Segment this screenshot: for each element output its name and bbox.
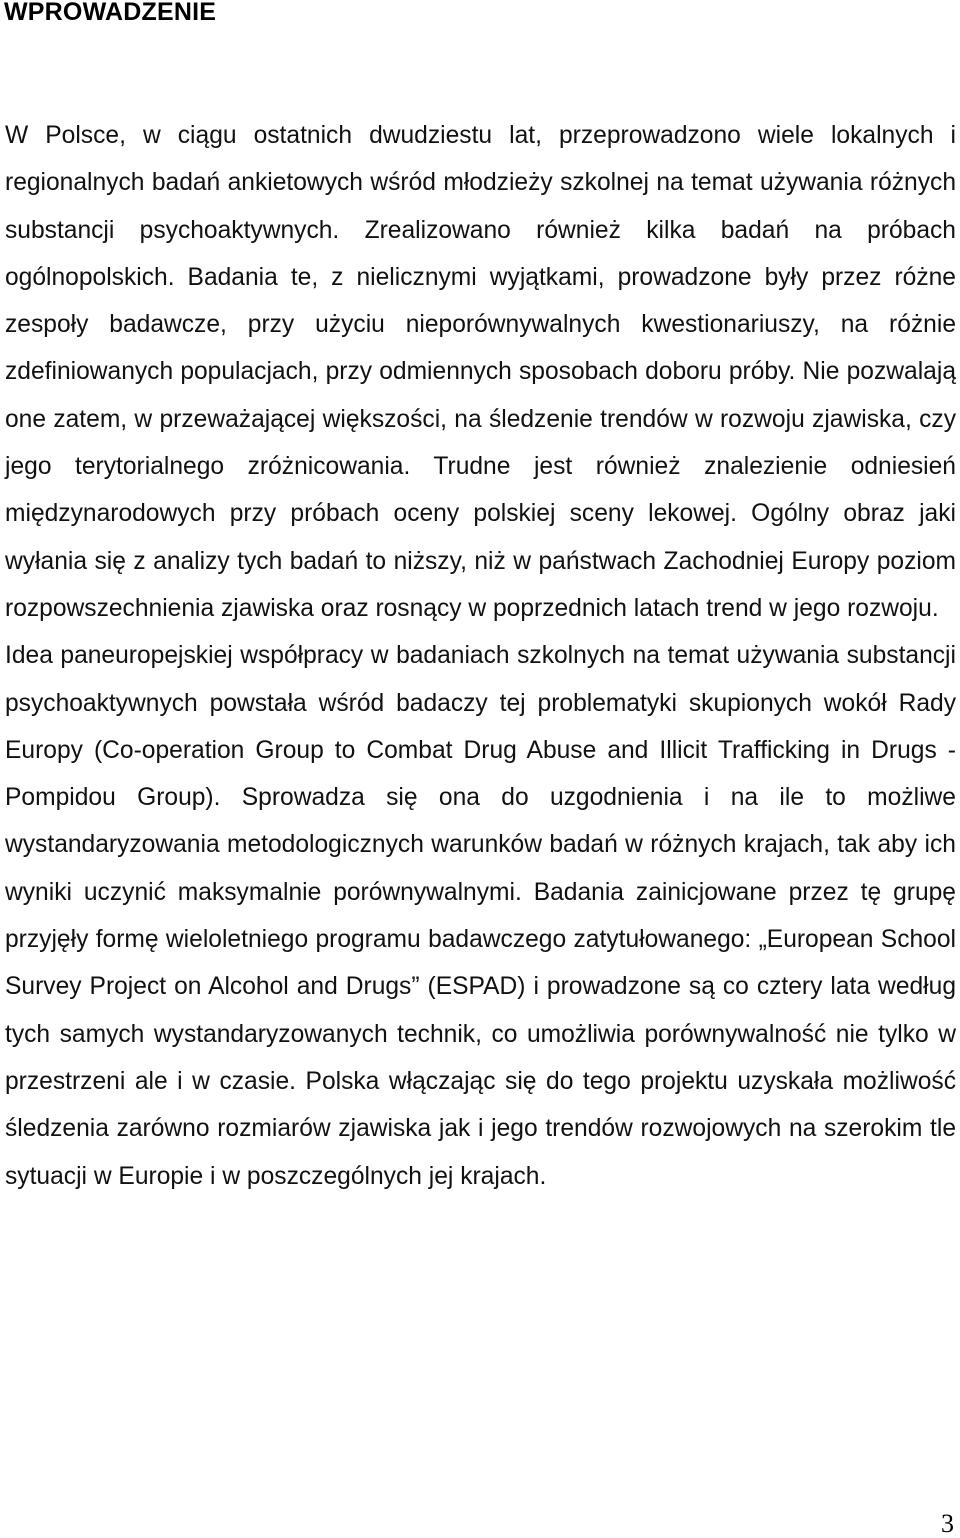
paragraph-1: W Polsce, w ciągu ostatnich dwudziestu lat, przeprowadzono wiele lokalnych i regionalnych badań ankietowych wśród młodzieży szkolnej na temat używania różnych substancji psychoaktywnych. Zrealizowano również kilka badań na próbach ogólnopolskich. Badania te, z nielicznymi wyjątkami, prowadzone były przez różne zespoły badawcze, przy użyciu nieporównywalnych kwestionariuszy, na różnie zdefiniowanych populacjach, przy odmiennych sposobach doboru próby. Nie pozwalają one zatem, w przeważającej większości, na śledzenie trendów w rozwoju zjawiska, czy jego terytorialnego zróżnicowania. Trudne jest również znalezienie odniesień międzynarodowych przy próbach oceny polskiej sceny lekowej. Ogólny obraz jaki wyłania się z analizy tych badań to niższy, niż w państwach Zachodniej Europy poziom rozpowszechnienia zjawiska oraz rosnący w poprzednich latach trend w jego rozwoju. — [5, 122, 956, 622]
page-number: 3 — [941, 1509, 954, 1538]
body-text — [5, 112, 956, 1200]
paragraph-2: Idea paneuropejskiej współpracy w badaniach szkolnych na temat używania substancji psychoaktywnych powstała wśród badaczy tej problematyki skupionych wokół Rady Europy (Co-operation Group to Combat Drug Abuse and Illicit Trafficking in Drugs - Pompidou Group). Sprowadza się ona do uzgodnienia i na ile to możliwe wystandaryzowania metodologicznych warunków badań w różnych krajach, tak aby ich wyniki uczynić maksymalnie porównywalnymi. Badania zainicjowane przez tę grupę przyjęły formę wieloletniego programu badawczego zatytułowanego: „European School Survey Project on Alcohol and Drugs” (ESPAD) i prowadzone są co cztery lata według tych samych wystandaryzowanych technik, co umożliwia porównywalność nie tylko w przestrzeni ale i w czasie. Polska włączając się do tego projektu uzyskała możliwość śledzenia zarówno rozmiarów zjawiska jak i jego trendów rozwojowych na szerokim tle sytuacji w Europie i w poszczególnych jej krajach. — [5, 642, 956, 1190]
section-heading: WPROWADZENIE — [4, 0, 217, 26]
